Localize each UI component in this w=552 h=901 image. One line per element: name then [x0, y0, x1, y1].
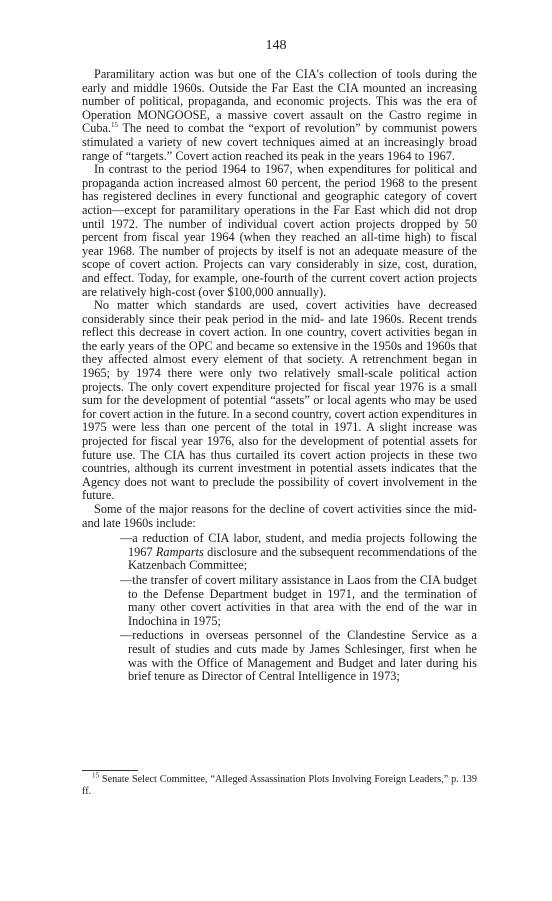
list-item-text: —the transfer of covert military assistance in Laos from the CIA budget to the Defense Department budget in 1971, and the termination of many other covert activities in that area with the end of the war in Indochina in 1975; — [120, 572, 477, 628]
paragraph-1 — [82, 68, 477, 163]
paragraph-2: In contrast to the period 1964 to 1967, when expenditures for political and propaganda action increased almost 60 percent, the period 1968 to the present has registered declines in every functional and geographic category of covert action—except for paramilitary operations in the Far East which did not drop until 1972. The number of individual covert action projects dropped by 50 percent from fiscal year 1964 (when they reached an all-time high) to fiscal year 1968. The number of projects by itself is not an adequate measure of the scope of covert action. Projects can vary considerably in size, cost, duration, and effect. Today, for example, one-fourth of the current covert action projects are relatively high-cost (over $100,000 annually). — [82, 162, 477, 299]
paragraph-1-text-continued: The need to combat the “export of revolution” by communist powers stimulated a variety of new covert techniques aimed at an increasingly broad range of “targets.” Covert action reached its peak in the years 1964 to 1967. — [82, 121, 477, 163]
body-text — [82, 68, 477, 685]
list-item — [120, 532, 477, 573]
footnote-divider — [82, 770, 138, 771]
list-item — [120, 574, 477, 628]
publication-title: Ramparts — [155, 544, 204, 559]
page-number: 148 — [265, 38, 287, 53]
reasons-list — [82, 532, 477, 684]
footnote-text: Senate Select Committee, “Alleged Assassination Plots Involving Foreign Leaders,” p. 139 ff. — [82, 774, 477, 797]
list-item-text: —a reduction of CIA labor, student, and media projects following the 1967 — [120, 531, 477, 559]
list-item-text-continued: disclosure and the subsequent recommendations of the Katzenbach Committee; — [128, 544, 477, 573]
list-item — [120, 629, 477, 683]
paragraph-4: Some of the major reasons for the decline of covert activities since the mid- and late 1960s include: — [82, 502, 477, 530]
footnote-reference: 15 — [111, 121, 119, 130]
paragraph-3: No matter which standards are used, covert activities have decreased considerably since their peak period in the mid- and late 1960s. Recent trends reflect this decrease in covert action. In one country, covert activities began in the early years of the OPC and became so extensive in the 1950s and 1960s that they affected almost every element of that society. A retrenchment began in 1965; by 1974 there were only two relatively small-scale political action projects. The only covert expenditure projected for fiscal year 1976 is a small sum for the development of potential “assets” or local agents who may be used for covert action in the future. In a second country, covert action expenditures in 1975 were less than one percent of the total in 1971. A slight increase was projected for fiscal year 1976, also for the development of potential assets for future use. The CIA has thus curtailed its covert action projects in these two countries, although its current investment in potential assets indicates that the Agency does not want to preclude the possibility of covert involvement in the future. — [82, 298, 477, 503]
footnote-marker: 15 — [92, 771, 99, 780]
footnote — [82, 771, 477, 798]
list-item-text: —reductions in overseas personnel of the Clandestine Service as a result of studies and cuts made by James Schlesinger, first when he was with the Office of Management and Budget and later during his brief tenure as Director of Central Intelligence in 1973; — [120, 628, 477, 684]
paragraph-1-text: Paramilitary action was but one of the CIA's collection of tools during the early and middle 1960s. Outside the Far East the CIA mounted an increasing number of political, propaganda, and economic projects. This was the era of Operation MONGOOSE, a massive covert assault on the Castro regime in Cuba. — [82, 67, 477, 136]
